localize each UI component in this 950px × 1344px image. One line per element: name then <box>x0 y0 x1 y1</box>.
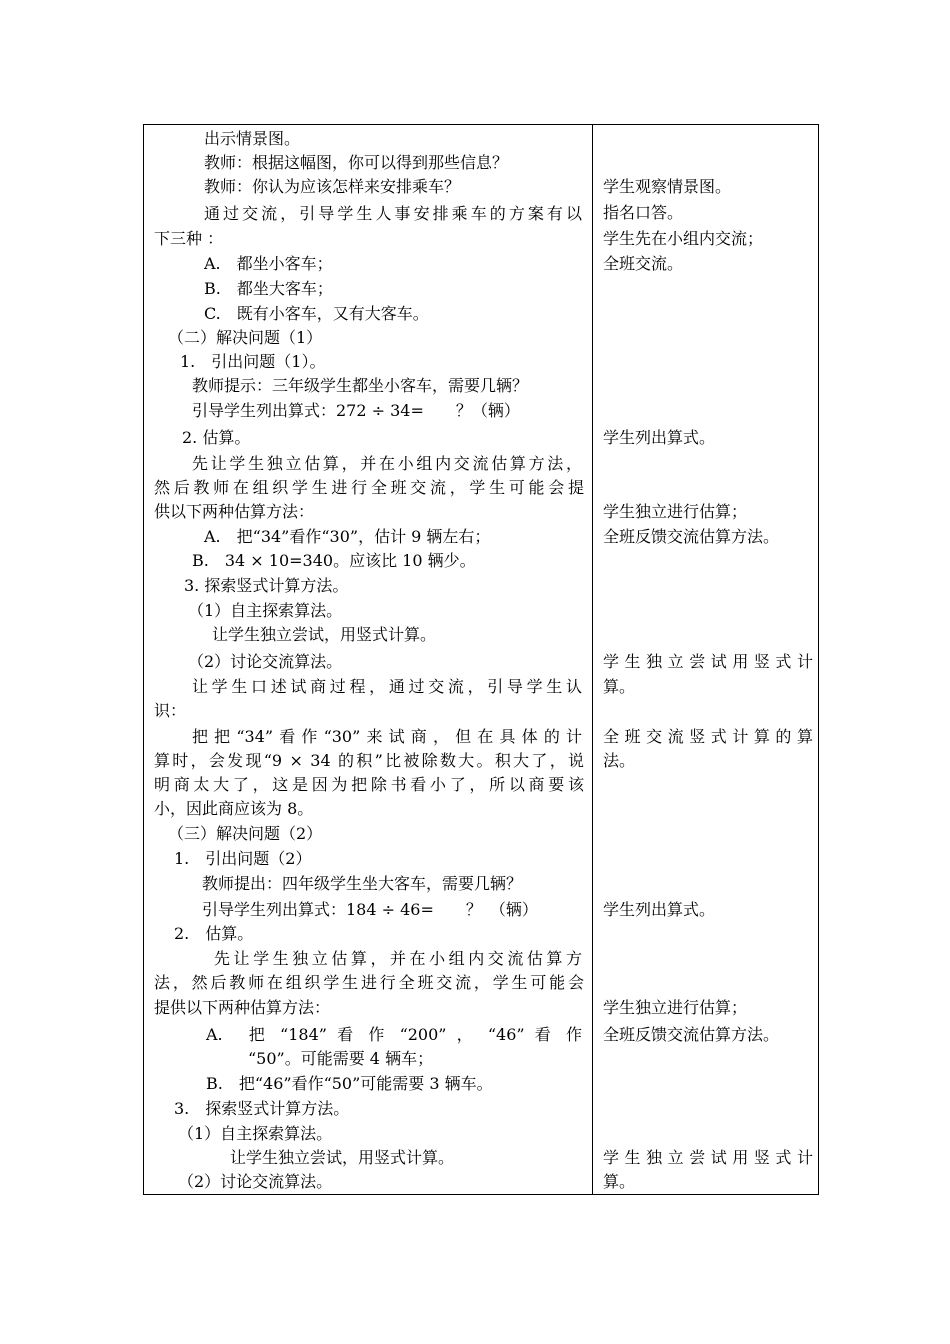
right-line: 学生观察情景图。 <box>603 177 732 196</box>
left-line: 下三种 ： <box>154 229 224 248</box>
left-line: 让学生独立尝试，用竖式计算。 <box>212 625 437 644</box>
left-line: 教师提出：四年级学生坐大客车，需要几辆？ <box>202 874 523 893</box>
left-line: B. 34 × 10=340。应该比 10 辆少。 <box>192 551 476 570</box>
right-line: 学生独立尝试用竖式计 <box>603 1148 813 1167</box>
right-line: 指名口答。 <box>603 203 684 222</box>
left-line: “50”。可能需要 4 辆车； <box>248 1049 434 1068</box>
left-line: （二）解决问题（1） <box>168 328 323 347</box>
right-line: 全班反馈交流估算方法。 <box>603 1025 780 1044</box>
left-line: 把把“34”看作“30”来试商，但在具体的计 <box>192 727 582 746</box>
left-line: B. 把“46”看作“50”可能需要 3 辆车。 <box>206 1074 493 1093</box>
right-line: 算。 <box>603 677 636 696</box>
left-line: 引导学生列出算式：272 ÷ 34= ？（辆） <box>192 401 520 420</box>
left-line: 小，因此商应该为 8。 <box>154 799 314 818</box>
left-line: 1. 引出问题（2） <box>174 849 312 868</box>
left-line: 通过交流，引导学生人事安排乘车的方案有以 <box>204 204 582 223</box>
left-line: 出示情景图。 <box>204 129 301 148</box>
right-line: 学生独立进行估算； <box>603 998 748 1017</box>
left-line: 教师提示：三年级学生都坐小客车，需要几辆？ <box>192 376 529 395</box>
left-line: B. 都坐大客车； <box>204 279 333 298</box>
left-line: 2. 估算。 <box>182 428 251 447</box>
left-line: 教师：你认为应该怎样来安排乘车？ <box>204 177 461 196</box>
left-line: 引导学生列出算式：184 ÷ 46= ？ （辆） <box>202 900 538 919</box>
right-line: 学生列出算式。 <box>603 900 716 919</box>
left-line: 教师：根据这幅图，你可以得到那些信息？ <box>204 153 509 172</box>
left-line: A. 把“34”看作“30”，估计 9 辆左右； <box>204 527 491 546</box>
left-line: （2）讨论交流算法。 <box>188 652 343 671</box>
left-line: 3. 探索竖式计算方法。 <box>174 1099 350 1118</box>
left-line: 先让学生独立估算，并在小组内交流估算方法， <box>192 454 582 473</box>
left-line: A. 把 “184” 看 作 “200” ， “46” 看 作 <box>206 1025 582 1044</box>
left-line: 让学生口述试商过程，通过交流，引导学生认 <box>192 677 582 696</box>
left-line: （三）解决问题（2） <box>168 824 323 843</box>
teacher-activity-column <box>144 125 592 1194</box>
left-line: 3. 探索竖式计算方法。 <box>184 576 349 595</box>
student-activity-column <box>593 125 818 1194</box>
right-line: 算。 <box>603 1172 636 1191</box>
left-line: 明商太大了，这是因为把除书看小了，所以商要该 <box>154 775 584 794</box>
left-line: A. 都坐小客车； <box>204 254 333 273</box>
left-line: C. 既有小客车，又有大客车。 <box>204 304 429 323</box>
right-line: 学生独立进行估算； <box>603 502 748 521</box>
left-line: 提供以下两种估算方法： <box>154 998 331 1017</box>
left-line: 让学生独立尝试，用竖式计算。 <box>230 1148 455 1167</box>
left-line: （1）自主探索算法。 <box>188 601 343 620</box>
left-line: 2. 估算。 <box>174 924 254 943</box>
right-line: 全班交流竖式计算的算 <box>603 727 813 746</box>
right-line: 全班反馈交流估算方法。 <box>603 527 780 546</box>
right-line: 学生先在小组内交流； <box>603 229 764 248</box>
right-line: 法。 <box>603 751 636 770</box>
left-line: 识： <box>154 701 187 720</box>
right-line: 学生列出算式。 <box>603 428 716 447</box>
right-line: 学生独立尝试用竖式计 <box>603 652 813 671</box>
left-line: （1）自主探索算法。 <box>178 1124 333 1143</box>
left-line: 1. 引出问题（1）。 <box>180 352 326 371</box>
left-line: 先让学生独立估算，并在小组内交流估算方 <box>214 949 582 968</box>
left-line: 算时，会发现“9 × 34 的积”比被除数大。积大了，说 <box>154 751 584 770</box>
right-line: 全班交流。 <box>603 254 684 273</box>
left-line: 供以下两种估算方法： <box>154 502 315 521</box>
left-line: （2）讨论交流算法。 <box>178 1172 333 1191</box>
left-line: 然后教师在组织学生进行全班交流，学生可能会提 <box>154 478 584 497</box>
left-line: 法，然后教师在组织学生进行全班交流，学生可能会 <box>154 973 584 992</box>
lesson-table <box>143 124 819 1195</box>
